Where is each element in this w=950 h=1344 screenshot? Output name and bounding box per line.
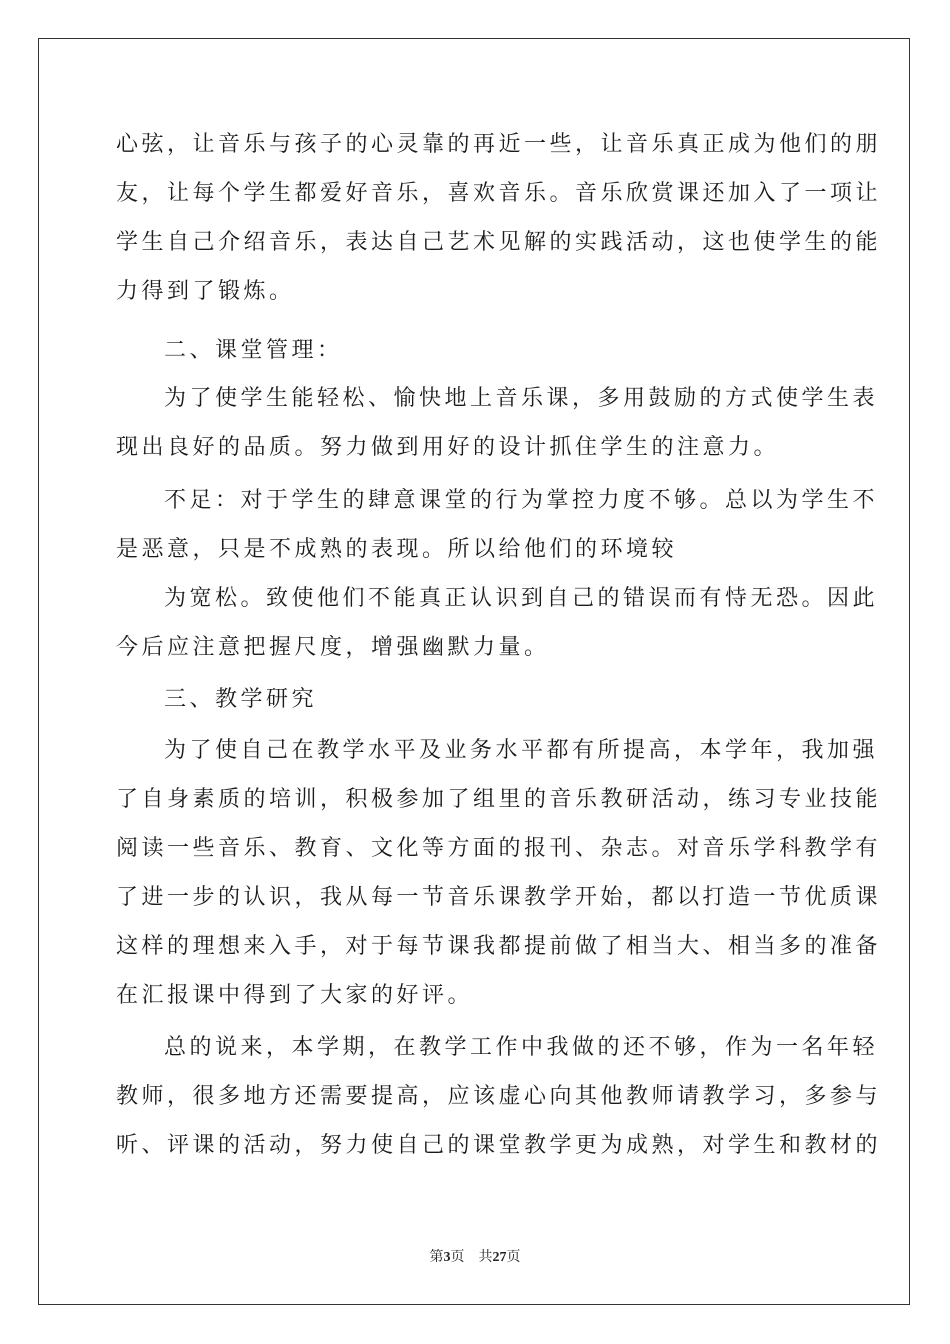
footer-mid: 页 共: [450, 1250, 493, 1265]
text-line: 今后应注意把握尺度，增强幽默力量。: [116, 635, 550, 660]
text-line: 听、评课的活动，努力使自己的课堂教学更为成熟，对学生和教材的: [116, 1133, 882, 1158]
page-footer: [0, 1246, 950, 1266]
text-line: 为了使自己在教学水平及业务水平都有所提高，本学年，我加强: [164, 738, 879, 763]
page-number: 3: [443, 1250, 451, 1265]
text-line: 力得到了锻炼。: [116, 279, 295, 304]
text-line: 教师，很多地方还需要提高，应该虚心向其他教师请教学习，多参与: [116, 1084, 882, 1109]
text-line: 不足：对于学生的肆意课堂的行为掌控力度不够。总以为学生不: [164, 488, 879, 513]
text-line: 阅读一些音乐、教育、文化等方面的报刊、杂志。对音乐学科教学有: [116, 836, 882, 861]
text-line: 这样的理想来入手，对于每节课我都提前做了相当大、相当多的准备: [116, 934, 882, 959]
text-line: 为宽松。致使他们不能真正认识到自己的错误而有恃无恐。因此: [164, 586, 879, 611]
total-pages: 27: [492, 1250, 507, 1265]
text-line: 学生自己介绍音乐，表达自己艺术见解的实践活动，这也使学生的能: [116, 230, 882, 255]
text-line: 是恶意，只是不成熟的表现。所以给他们的环境较: [116, 537, 678, 562]
text-line: 在汇报课中得到了大家的好评。: [116, 983, 474, 1008]
text-line: 总的说来，本学期，在教学工作中我做的还不够，作为一名年轻: [164, 1035, 879, 1060]
section-heading: 二、课堂管理：: [164, 338, 343, 363]
footer-suffix: 页: [506, 1250, 521, 1265]
text-line: 友，让每个学生都爱好音乐，喜欢音乐。音乐欣赏课还加入了一项让: [116, 181, 882, 206]
footer-prefix: 第: [429, 1250, 444, 1265]
text-line: 现出良好的品质。努力做到用好的设计抓住学生的注意力。: [116, 435, 780, 460]
section-heading: 三、教学研究: [164, 687, 318, 712]
text-line: 为了使学生能轻松、愉快地上音乐课，多用鼓励的方式使学生表: [164, 386, 879, 411]
text-line: 了进一步的认识，我从每一节音乐课教学开始，都以打造一节优质课: [116, 885, 882, 910]
text-line: 了自身素质的培训，积极参加了组里的音乐教研活动，练习专业技能: [116, 787, 882, 812]
text-line: 心弦，让音乐与孩子的心灵靠的再近一些，让音乐真正成为他们的朋: [116, 132, 882, 157]
